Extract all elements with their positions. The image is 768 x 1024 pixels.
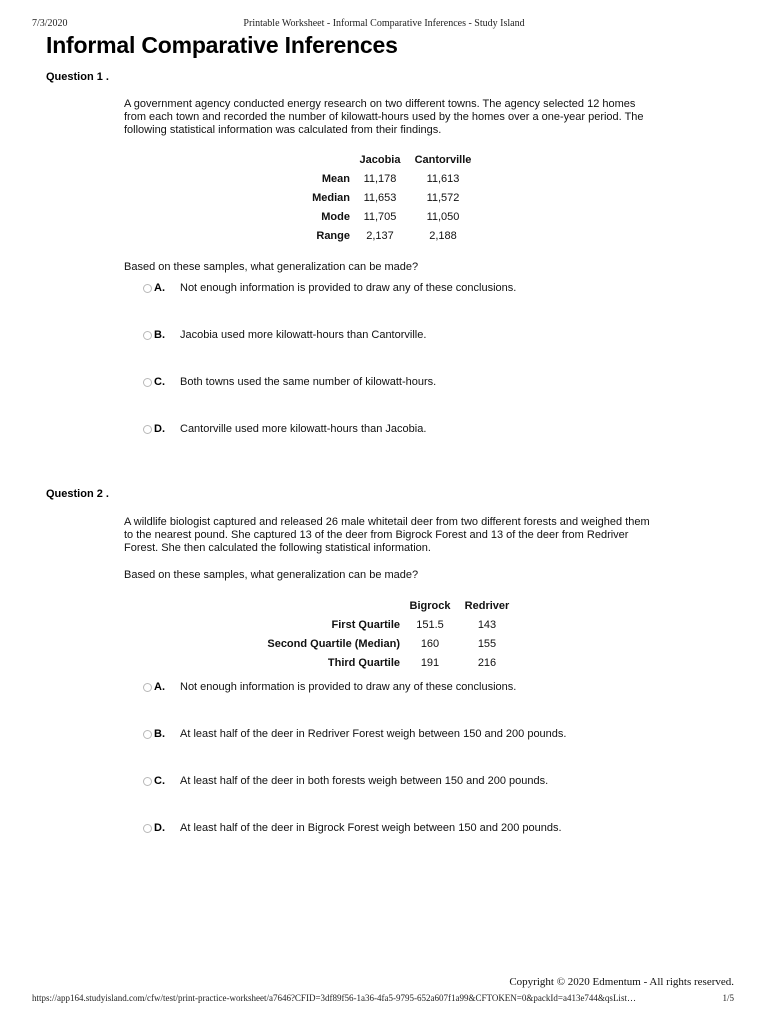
row-label: Second Quartile (Median): [267, 637, 400, 650]
radio-button[interactable]: [143, 824, 152, 833]
table-cell: 2,188: [429, 229, 457, 242]
choice-text: Jacobia used more kilowatt-hours than Cantorville.: [180, 329, 427, 341]
column-header-jacobia: Jacobia: [359, 153, 401, 166]
radio-button[interactable]: [143, 378, 152, 387]
table-corner: [250, 596, 400, 615]
question-2-stats-table: [250, 596, 514, 672]
table-cell: 11,613: [426, 172, 460, 185]
question-2-paragraph: A wildlife biologist captured and released 26 male whitetail deer from two different forests and weighed them to the nearest pound. She captured 13 of the deer from Bigrock Forest and 13 of the deer from Redriver Forest. She then calculated the following statistical information.: [124, 516, 650, 554]
print-footer-url: https://app164.studyisland.com/cfw/test/print-practice-worksheet/a7646?CFID=3df89f56-1a36-4fa5-9795-652a607f1a99&CFTOKEN=0&packId=a413e744&qsList…: [32, 993, 636, 1003]
question-1-label: Question 1 .: [46, 71, 109, 83]
choice-text: Not enough information is provided to draw any of these conclusions.: [180, 681, 517, 693]
page-title: Informal Comparative Inferences: [46, 32, 398, 58]
radio-button[interactable]: [143, 425, 152, 434]
choice-letter: C.: [154, 376, 165, 388]
question-1-paragraph: A government agency conducted energy research on two different towns. The agency selected 12 homes from each town and recorded the number of kilowatt-hours used by the homes over a one-year period. The following statistical information was calculated from their findings.: [124, 98, 644, 136]
table-row: [250, 653, 514, 672]
print-header-title: Printable Worksheet - Informal Comparative Inferences - Study Island: [243, 18, 525, 29]
table-row: [290, 207, 476, 226]
choice-letter: B.: [154, 728, 165, 740]
row-label: Median: [312, 191, 350, 204]
choice-text: At least half of the deer in Redriver Forest weigh between 150 and 200 pounds.: [180, 728, 567, 740]
table-cell: 151.5: [416, 618, 444, 631]
table-cell: 160: [420, 637, 440, 650]
radio-button[interactable]: [143, 683, 152, 692]
table-row: [250, 615, 514, 634]
table-cell: 11,572: [426, 191, 460, 204]
question-2-label: Question 2 .: [46, 488, 109, 500]
choice-letter: B.: [154, 329, 165, 341]
column-header-bigrock: Bigrock: [409, 599, 451, 612]
choice-text: Not enough information is provided to draw any of these conclusions.: [180, 282, 517, 294]
choice-letter: C.: [154, 775, 165, 787]
table-corner: [290, 150, 350, 169]
column-header-cantorville: Cantorville: [414, 153, 472, 166]
table-header-row: [250, 596, 514, 615]
row-label: Mean: [321, 172, 350, 185]
choice-letter: D.: [154, 423, 165, 435]
radio-button[interactable]: [143, 730, 152, 739]
row-label: Mode: [321, 210, 350, 223]
choice-text: Cantorville used more kilowatt-hours than Jacobia.: [180, 423, 427, 435]
table-row: [290, 169, 476, 188]
table-cell: 11,705: [363, 210, 397, 223]
table-header-row: [290, 150, 476, 169]
choice-letter: D.: [154, 822, 165, 834]
question-2-prompt: Based on these samples, what generalization can be made?: [124, 569, 419, 581]
table-cell: 216: [477, 656, 497, 669]
table-row: [290, 188, 476, 207]
radio-button[interactable]: [143, 284, 152, 293]
copyright-notice: Copyright © 2020 Edmentum - All rights reserved.: [509, 976, 734, 988]
question-1-stats-table: [290, 150, 476, 245]
table-cell: 11,653: [363, 191, 397, 204]
row-label: Third Quartile: [327, 656, 400, 669]
choice-letter: A.: [154, 282, 165, 294]
radio-button[interactable]: [143, 331, 152, 340]
page-number: 1/5: [722, 993, 734, 1003]
choice-letter: A.: [154, 681, 165, 693]
table-cell: 2,137: [366, 229, 394, 242]
choice-text: At least half of the deer in Bigrock Forest weigh between 150 and 200 pounds.: [180, 822, 562, 834]
question-1-prompt: Based on these samples, what generalization can be made?: [124, 261, 419, 273]
column-header-redriver: Redriver: [464, 599, 510, 612]
table-cell: 143: [477, 618, 497, 631]
table-cell: 155: [477, 637, 497, 650]
print-date: 7/3/2020: [32, 18, 68, 29]
table-cell: 11,178: [363, 172, 397, 185]
table-cell: 191: [420, 656, 440, 669]
table-row: [290, 226, 476, 245]
choice-text: Both towns used the same number of kilowatt-hours.: [180, 376, 437, 388]
row-label: Range: [316, 229, 350, 242]
choice-text: At least half of the deer in both forests weigh between 150 and 200 pounds.: [180, 775, 549, 787]
table-cell: 11,050: [426, 210, 460, 223]
table-row: [250, 634, 514, 653]
radio-button[interactable]: [143, 777, 152, 786]
row-label: First Quartile: [331, 618, 400, 631]
